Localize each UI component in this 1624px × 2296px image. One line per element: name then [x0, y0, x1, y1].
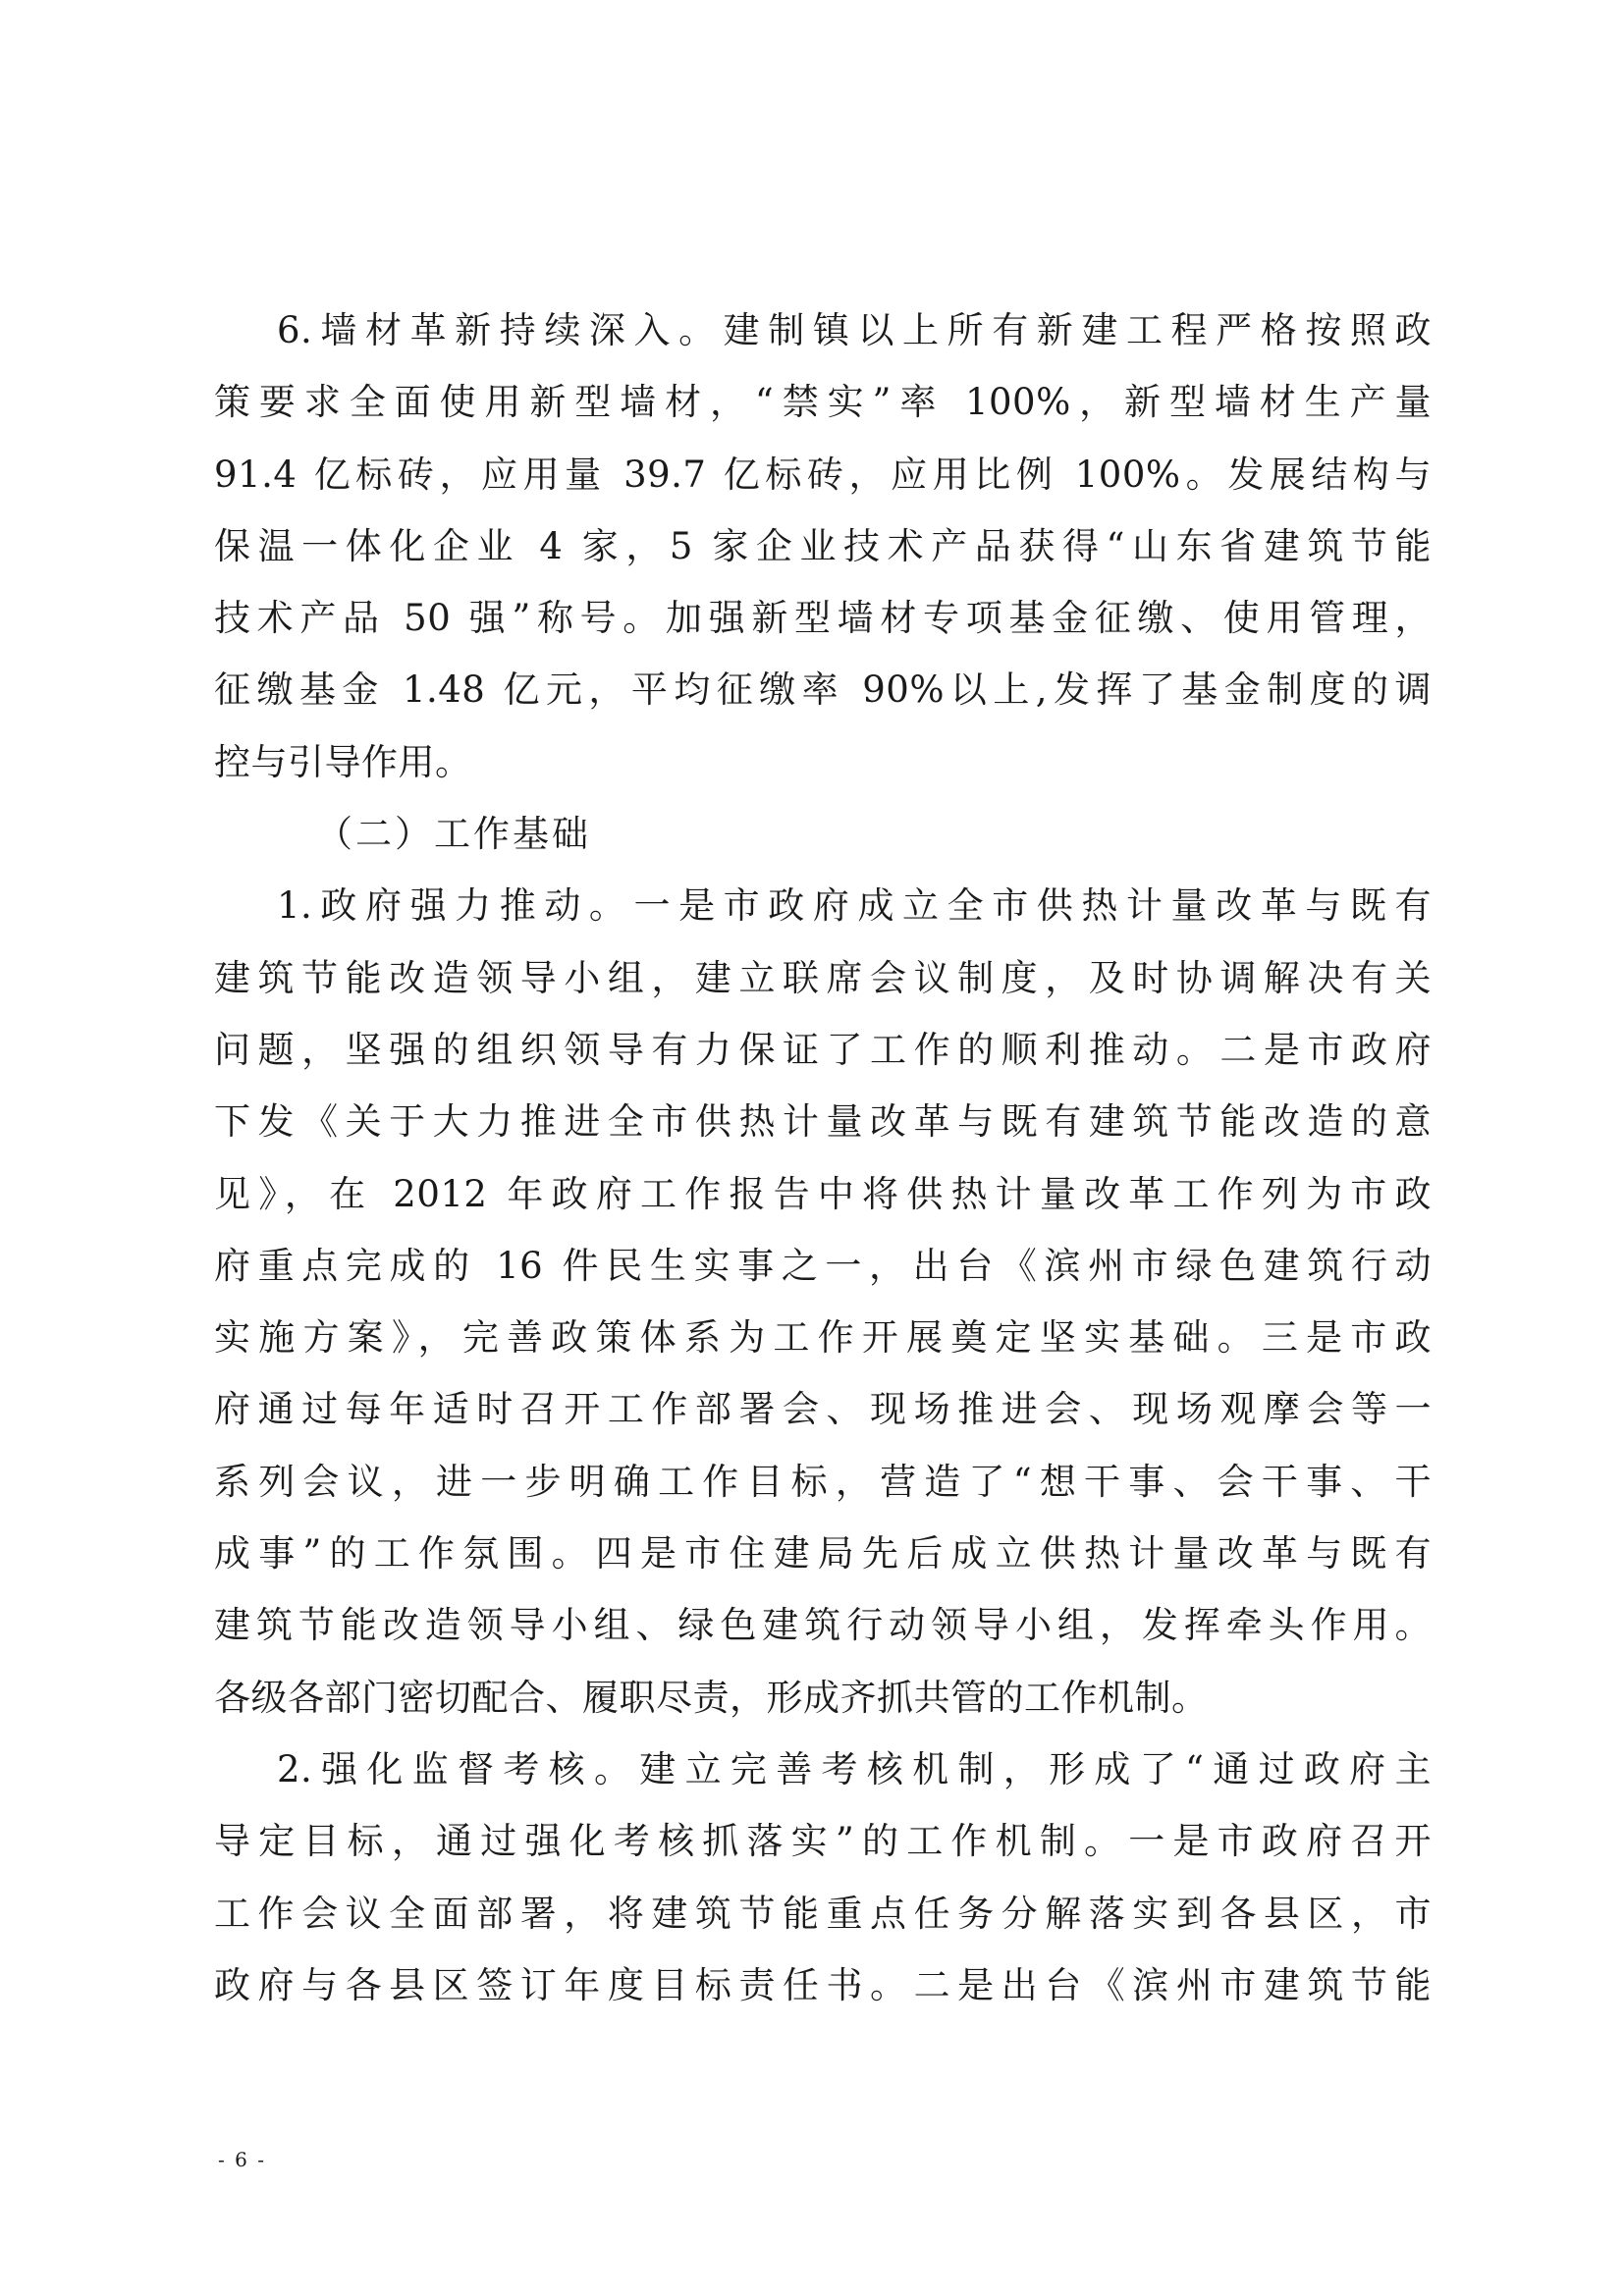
- text-line: 6.墙材革新持续深入。建制镇以上所有新建工程严格按照政: [277, 309, 1432, 351]
- body-text: [214, 294, 1432, 2021]
- text-line: 建筑节能改造领导小组，建立联席会议制度，及时协调解决有关: [214, 956, 1432, 999]
- text-line: 府通过每年适时召开工作部署会、现场推进会、现场观摩会等一: [214, 1388, 1432, 1431]
- text-line: 系列会议，进一步明确工作目标，营造了“想干事、会干事、干: [214, 1460, 1432, 1503]
- text-line: 见》，在 2012 年政府工作报告中将供热计量改革工作列为市政: [214, 1172, 1432, 1215]
- text-line: 政府与各县区签订年度目标责任书。二是出台《滨州市建筑节能: [214, 1963, 1432, 2006]
- text-line: 府重点完成的 16 件民生实事之一，出台《滨州市绿色建筑行动: [214, 1244, 1432, 1287]
- text-line: 控与引导作用。: [214, 740, 472, 783]
- text-line: 征缴基金 1.48 亿元，平均征缴率 90%以上,发挥了基金制度的调: [214, 668, 1432, 712]
- section-heading: （二）工作基础: [316, 813, 591, 856]
- text-line: 建筑节能改造领导小组、绿色建筑行动领导小组，发挥牵头作用。: [214, 1604, 1432, 1647]
- text-line: 下发《关于大力推进全市供热计量改革与既有建筑节能改造的意: [214, 1100, 1432, 1144]
- text-line: 策要求全面使用新型墙材，“禁实”率 100%，新型墙材生产量: [214, 381, 1432, 424]
- text-line: 各级各部门密切配合、履职尽责，形成齐抓共管的工作机制。: [214, 1676, 1209, 1719]
- text-line: 导定目标，通过强化考核抓落实”的工作机制。一是市政府召开: [214, 1820, 1432, 1863]
- paragraph-supervision: [214, 1734, 1432, 2021]
- text-line: 技术产品 50 强”称号。加强新型墙材专项基金征缴、使用管理，: [214, 597, 1432, 640]
- text-line: 保温一体化企业 4 家，5 家企业技术产品获得“山东省建筑节能: [214, 524, 1432, 567]
- text-line: 成事”的工作氛围。四是市住建局先后成立供热计量改革与既有: [214, 1532, 1432, 1575]
- text-line: 问题，坚强的组织领导有力保证了工作的顺利推动。二是市政府: [214, 1028, 1432, 1071]
- paragraph-government-push: [214, 870, 1432, 1734]
- text-line: 实施方案》，完善政策体系为工作开展奠定坚实基础。三是市政: [214, 1316, 1432, 1360]
- text-line: 91.4 亿标砖，应用量 39.7 亿标砖，应用比例 100%。发展结构与: [214, 453, 1432, 496]
- text-line: 1.政府强力推动。一是市政府成立全市供热计量改革与既有: [277, 884, 1432, 928]
- page-number: - 6 -: [218, 2148, 266, 2171]
- text-line: 工作会议全面部署，将建筑节能重点任务分解落实到各县区，市: [214, 1892, 1432, 1935]
- text-line: 2.强化监督考核。建立完善考核机制，形成了“通过政府主: [277, 1747, 1432, 1790]
- paragraph-wall-materials: [214, 294, 1432, 798]
